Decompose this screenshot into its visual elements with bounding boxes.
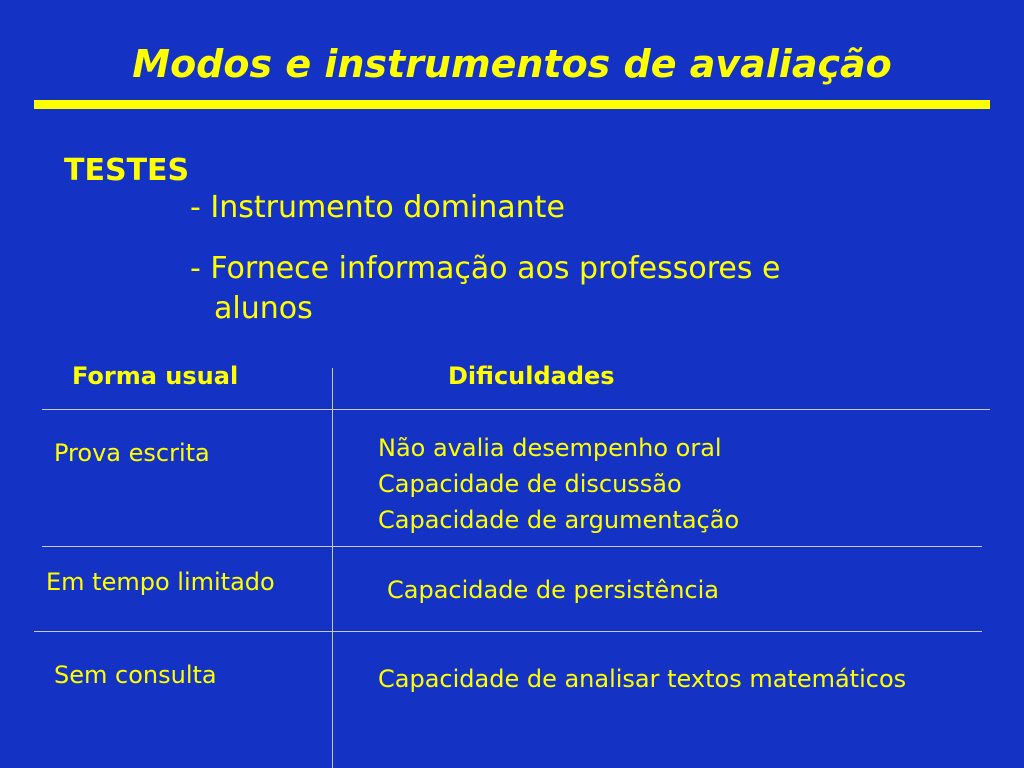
table-cell-difficulty: Capacidade de discussão <box>378 470 682 498</box>
bullet-item-continuation: alunos <box>214 291 313 326</box>
table-row-divider <box>34 631 982 632</box>
bullet-item: - Instrumento dominante <box>190 190 565 225</box>
title-underline <box>34 100 990 109</box>
slide-title: Modos e instrumentos de avaliação <box>132 42 892 86</box>
section-heading: TESTES <box>64 153 190 188</box>
table-cell-form: Sem consulta <box>54 661 217 689</box>
column-header-form: Forma usual <box>72 362 239 390</box>
table-cell-difficulty: Não avalia desempenho oral <box>378 434 722 462</box>
table-column-divider <box>332 368 333 768</box>
table-cell-form: Prova escrita <box>54 439 210 467</box>
table-row-divider <box>42 546 982 547</box>
table-header-divider <box>42 409 990 410</box>
table-cell-difficulty: Capacidade de analisar textos matemáticos <box>378 665 907 693</box>
table-cell-difficulty: Capacidade de argumentação <box>378 506 740 534</box>
column-header-difficulties: Dificuldades <box>448 362 615 390</box>
table-cell-form: Em tempo limitado <box>46 568 275 596</box>
bullet-item: - Fornece informação aos professores e <box>190 251 781 286</box>
table-cell-difficulty: Capacidade de persistência <box>387 576 719 604</box>
